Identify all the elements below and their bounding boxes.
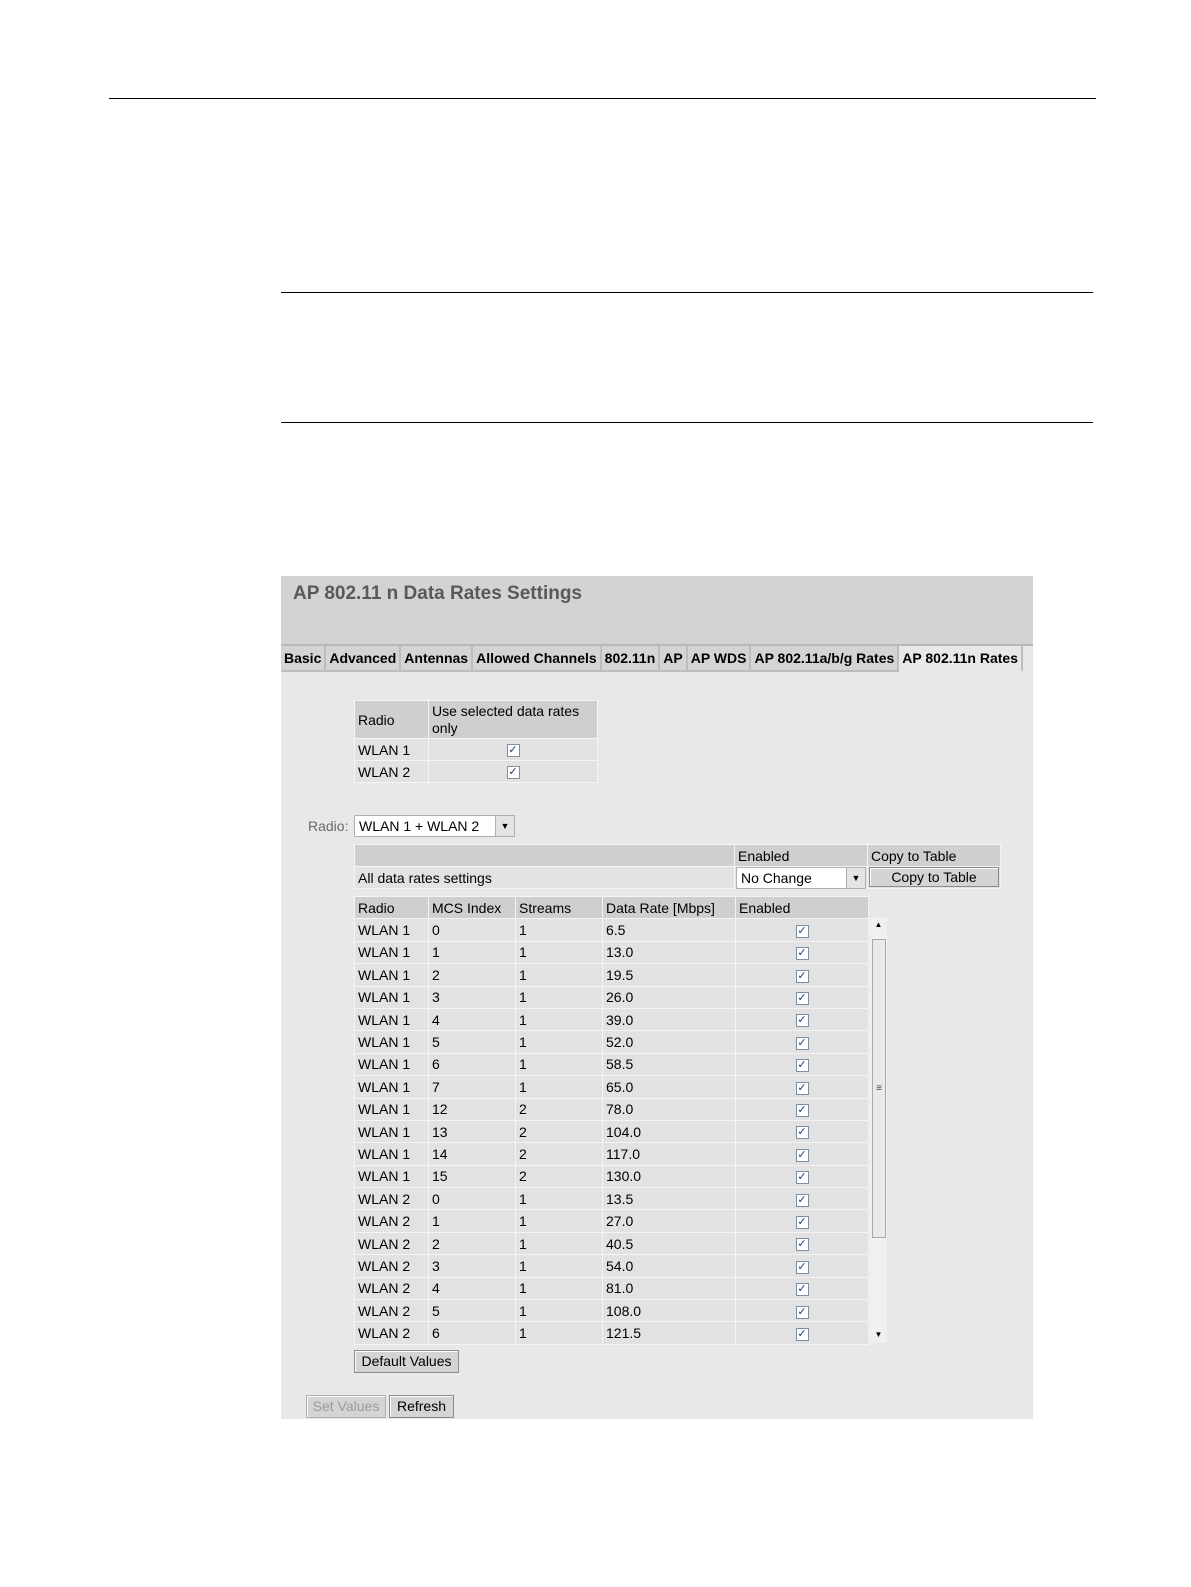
checkbox-icon[interactable]: ✓ [797,1081,807,1094]
data-rate-cell: 81.0 [603,1277,736,1299]
enabled-cell [736,941,869,963]
radio-cell: WLAN 1 [355,964,429,986]
checkbox-icon[interactable]: ✓ [797,1283,807,1296]
streams-cell: 1 [516,1031,603,1053]
mcs-index-cell: 4 [429,1008,516,1030]
checkbox-icon[interactable]: ✓ [797,1014,807,1027]
table-row [355,1232,869,1254]
mcs-index-cell: 2 [429,1232,516,1254]
streams-cell: 1 [516,1255,603,1277]
tab-bar [281,646,1033,672]
checkbox-icon[interactable]: ✓ [797,1215,807,1228]
checkbox-icon[interactable]: ✓ [797,992,807,1005]
column-header-use-selected: Use selected data rates only [429,701,598,739]
mcs-index-cell: 3 [429,986,516,1008]
mcs-index-cell: 5 [429,1300,516,1322]
checkbox-icon[interactable]: ✓ [797,924,807,937]
column-header-blank [355,845,735,867]
radio-cell: WLAN 1 [355,1165,429,1187]
table-row [355,761,598,783]
tab-ap-wds[interactable]: AP WDS [688,646,752,672]
checkbox-icon[interactable]: ✓ [797,1126,807,1139]
radio-select-value: WLAN 1 + WLAN 2 [359,818,480,834]
streams-cell: 1 [516,1210,603,1232]
mcs-index-cell: 4 [429,1277,516,1299]
table-row [355,1322,869,1344]
panel-header [281,576,1033,646]
streams-cell: 2 [516,1098,603,1120]
tab-ap-n-rates[interactable]: AP 802.11n Rates [899,646,1023,672]
checkbox-cell [429,761,598,783]
streams-cell: 1 [516,1232,603,1254]
enabled-cell [736,1120,869,1142]
enabled-cell [736,1232,869,1254]
set-values-button[interactable]: Set Values [306,1395,386,1418]
table-row [355,1300,869,1322]
checkbox-icon[interactable]: ✓ [508,766,518,779]
radio-cell: WLAN 1 [355,1008,429,1030]
enabled-select[interactable] [736,867,866,889]
mcs-index-cell: 3 [429,1255,516,1277]
table-row [355,986,869,1008]
table-row [355,1053,869,1075]
streams-cell: 2 [516,1143,603,1165]
enabled-select-value: No Change [741,870,812,886]
enabled-cell [736,1300,869,1322]
tab-antennas[interactable]: Antennas [401,646,473,672]
page-title: AP 802.11 n Data Rates Settings [293,583,582,604]
table-row [355,1255,869,1277]
enabled-cell [736,1143,869,1165]
mcs-index-cell: 6 [429,1322,516,1344]
scroll-grip-icon[interactable]: ≡ [872,939,886,1238]
radio-rates-table [354,700,598,783]
data-rate-cell: 26.0 [603,986,736,1008]
table-row [355,1210,869,1232]
checkbox-icon[interactable]: ✓ [797,969,807,982]
table-row [355,1098,869,1120]
table-row [355,739,598,761]
copy-to-table-button[interactable]: Copy to Table [869,867,999,887]
radio-cell: WLAN 1 [355,1076,429,1098]
scroll-down-icon[interactable]: ▼ [874,1330,883,1339]
radio-cell: WLAN 1 [355,1031,429,1053]
note-bottom-rule [281,422,1093,423]
streams-cell: 2 [516,1120,603,1142]
checkbox-icon[interactable]: ✓ [797,1193,807,1206]
radio-cell: WLAN 2 [355,1277,429,1299]
dropdown-arrow-icon[interactable]: ▼ [495,816,514,836]
streams-cell: 1 [516,1188,603,1210]
enabled-cell [736,1031,869,1053]
mcs-index-cell: 2 [429,964,516,986]
mcs-index-cell: 1 [429,1210,516,1232]
mcs-index-cell: 7 [429,1076,516,1098]
mcs-index-cell: 0 [429,919,516,941]
column-header-mcs: MCS Index [429,897,516,919]
column-header-data-rate: Data Rate [Mbps] [603,897,736,919]
radio-cell: WLAN 2 [355,1232,429,1254]
checkbox-icon[interactable]: ✓ [797,1171,807,1184]
enabled-cell [736,1277,869,1299]
streams-cell: 1 [516,964,603,986]
data-rates-table [354,896,869,1345]
table-row [355,1277,869,1299]
mcs-index-cell: 12 [429,1098,516,1120]
radio-cell: WLAN 2 [355,1255,429,1277]
streams-cell: 1 [516,986,603,1008]
column-header-radio: Radio [355,701,429,739]
settings-panel [281,576,1033,1419]
data-rate-cell: 39.0 [603,1008,736,1030]
radio-cell: WLAN 1 [355,1053,429,1075]
radio-cell: WLAN 2 [355,1188,429,1210]
checkbox-icon[interactable]: ✓ [797,1238,807,1251]
table-header-row [355,701,598,739]
data-rate-cell: 13.5 [603,1188,736,1210]
table-row [355,1120,869,1142]
table-row [355,1008,869,1030]
enabled-cell [736,1255,869,1277]
data-rate-cell: 108.0 [603,1300,736,1322]
streams-cell: 2 [516,1165,603,1187]
data-rate-cell: 130.0 [603,1165,736,1187]
radio-cell: WLAN 1 [355,941,429,963]
enabled-cell [736,1210,869,1232]
radio-select-label: Radio: [308,818,349,834]
enabled-cell [736,1165,869,1187]
streams-cell: 1 [516,1277,603,1299]
streams-cell: 1 [516,1076,603,1098]
data-rate-cell: 19.5 [603,964,736,986]
column-header-copy: Copy to Table [868,845,1001,867]
checkbox-icon[interactable]: ✓ [508,744,518,757]
checkbox-icon[interactable]: ✓ [797,1305,807,1318]
data-rate-cell: 121.5 [603,1322,736,1344]
radio-cell: WLAN 1 [355,1143,429,1165]
mcs-index-cell: 1 [429,941,516,963]
enabled-cell [736,1188,869,1210]
table-row [355,1076,869,1098]
data-rate-cell: 117.0 [603,1143,736,1165]
enabled-cell [736,986,869,1008]
rates-scrollbar[interactable] [870,917,887,1343]
enabled-cell [736,1322,869,1344]
enabled-cell [736,1098,869,1120]
radio-cell: WLAN 2 [355,1300,429,1322]
table-row [355,919,869,941]
data-rate-cell: 13.0 [603,941,736,963]
table-row [355,1143,869,1165]
table-header-row [355,845,1001,867]
radio-cell: WLAN 2 [355,1322,429,1344]
tab-802-11n[interactable]: 802.11n [602,646,661,672]
enabled-cell [736,1008,869,1030]
table-row [355,1165,869,1187]
streams-cell: 1 [516,1322,603,1344]
checkbox-icon[interactable]: ✓ [797,1148,807,1161]
page-header-rule [109,98,1096,99]
tab-allowed-channels[interactable]: Allowed Channels [473,646,602,672]
column-header-streams: Streams [516,897,603,919]
data-rate-cell: 27.0 [603,1210,736,1232]
streams-cell: 1 [516,1053,603,1075]
checkbox-icon[interactable]: ✓ [797,1260,807,1273]
checkbox-icon[interactable]: ✓ [797,1059,807,1072]
mcs-index-cell: 6 [429,1053,516,1075]
tab-advanced[interactable]: Advanced [326,646,401,672]
rates-table-body [355,919,869,1344]
mcs-index-cell: 5 [429,1031,516,1053]
radio-cell: WLAN 2 [355,761,429,783]
table-row [355,941,869,963]
mcs-index-cell: 14 [429,1143,516,1165]
data-rate-cell: 78.0 [603,1098,736,1120]
checkbox-icon[interactable]: ✓ [797,947,807,960]
mcs-index-cell: 13 [429,1120,516,1142]
enabled-cell [736,1076,869,1098]
enabled-cell [736,919,869,941]
radio-select[interactable] [354,815,515,837]
radio-cell: WLAN 1 [355,919,429,941]
table-row [355,1188,869,1210]
streams-cell: 1 [516,1300,603,1322]
radio-cell: WLAN 1 [355,739,429,761]
radio-cell: WLAN 1 [355,986,429,1008]
note-top-rule [281,292,1093,293]
table-header-row [355,897,869,919]
scroll-up-icon[interactable]: ▲ [874,920,883,929]
enabled-cell [736,964,869,986]
data-rate-cell: 65.0 [603,1076,736,1098]
checkbox-icon[interactable]: ✓ [797,1104,807,1116]
mcs-index-cell: 15 [429,1165,516,1187]
radio-cell: WLAN 1 [355,1120,429,1142]
mcs-index-cell: 0 [429,1188,516,1210]
checkbox-icon[interactable]: ✓ [797,1327,807,1340]
data-rate-cell: 6.5 [603,919,736,941]
column-header-radio: Radio [355,897,429,919]
streams-cell: 1 [516,941,603,963]
table-row [355,1031,869,1053]
tab-ap[interactable]: AP [660,646,687,672]
refresh-button[interactable]: Refresh [389,1395,454,1418]
radio-cell: WLAN 1 [355,1098,429,1120]
dropdown-arrow-icon[interactable]: ▼ [846,868,865,888]
data-rate-cell: 58.5 [603,1053,736,1075]
data-rate-cell: 104.0 [603,1120,736,1142]
data-rate-cell: 54.0 [603,1255,736,1277]
all-rates-label: All data rates settings [355,867,735,889]
tab-ap-abg-rates[interactable]: AP 802.11a/b/g Rates [751,646,899,672]
column-header-enabled: Enabled [735,845,868,867]
default-values-button[interactable]: Default Values [354,1350,459,1373]
checkbox-cell [429,739,598,761]
streams-cell: 1 [516,1008,603,1030]
data-rate-cell: 52.0 [603,1031,736,1053]
streams-cell: 1 [516,919,603,941]
column-header-enabled: Enabled [736,897,869,919]
table-row [355,964,869,986]
enabled-cell [736,1053,869,1075]
data-rate-cell: 40.5 [603,1232,736,1254]
radio-cell: WLAN 2 [355,1210,429,1232]
tab-basic[interactable]: Basic [281,646,326,672]
checkbox-icon[interactable]: ✓ [797,1036,807,1049]
